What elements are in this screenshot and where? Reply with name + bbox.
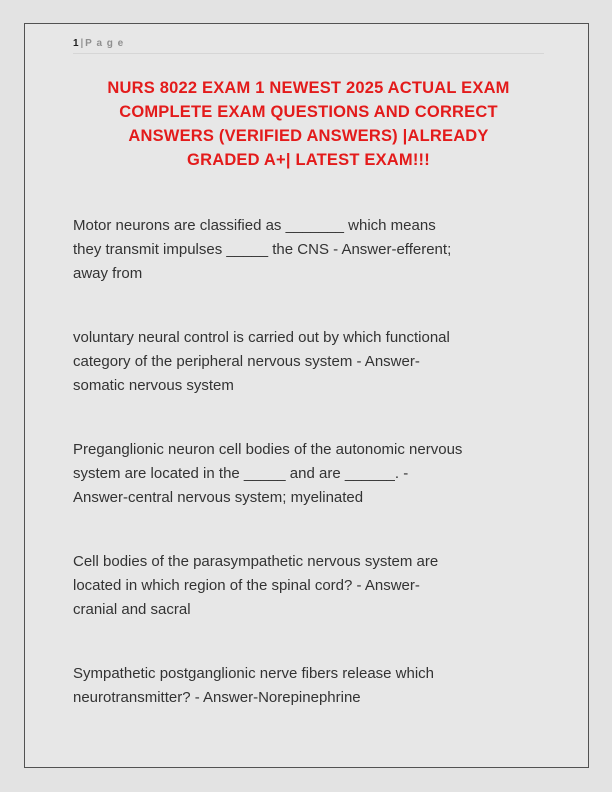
text-line: located in which region of the spinal cord? - Answer-: [73, 577, 420, 594]
page-header: [73, 38, 544, 50]
text-line: Preganglionic neuron cell bodies of the autonomic nervous: [73, 441, 463, 458]
qa-paragraph-5: [73, 662, 544, 710]
text-line: somatic nervous system: [73, 377, 234, 394]
header-separator: |: [80, 38, 84, 49]
text-line: neurotransmitter? - Answer-Norepinephrine: [73, 689, 361, 706]
text-line: cranial and sacral: [73, 601, 191, 618]
text-line: voluntary neural control is carried out by which functional: [73, 329, 450, 346]
text-line: system are located in the _____ and are ______. -: [73, 465, 409, 482]
qa-paragraph-3: [73, 438, 544, 510]
text-line: NURS 8022 EXAM 1 NEWEST 2025 ACTUAL EXAM: [107, 79, 510, 97]
text-line: Cell bodies of the parasympathetic nervous system are: [73, 553, 439, 570]
text-line: Answer-central nervous system; myelinated: [73, 489, 364, 506]
document-title: [73, 76, 544, 172]
document-page: [24, 23, 589, 768]
text-line: Motor neurons are classified as _______ which means: [73, 217, 436, 234]
header-divider: [73, 53, 544, 54]
page-content: [25, 24, 588, 710]
text-line: ANSWERS (VERIFIED ANSWERS) |ALREADY: [128, 127, 489, 145]
text-line: COMPLETE EXAM QUESTIONS AND CORRECT: [119, 103, 498, 121]
text-line: category of the peripheral nervous system - Answer-: [73, 353, 420, 370]
page-number: 1: [73, 38, 79, 49]
qa-paragraph-1: [73, 214, 544, 286]
text-line: away from: [73, 265, 143, 282]
text-line: GRADED A+| LATEST EXAM!!!: [187, 151, 430, 169]
qa-paragraph-4: [73, 550, 544, 622]
text-line: they transmit impulses _____ the CNS - Answer-efferent;: [73, 241, 452, 258]
qa-paragraph-2: [73, 326, 544, 398]
header-label: P a g e: [85, 38, 125, 49]
text-line: Sympathetic postganglionic nerve fibers release which: [73, 665, 435, 682]
